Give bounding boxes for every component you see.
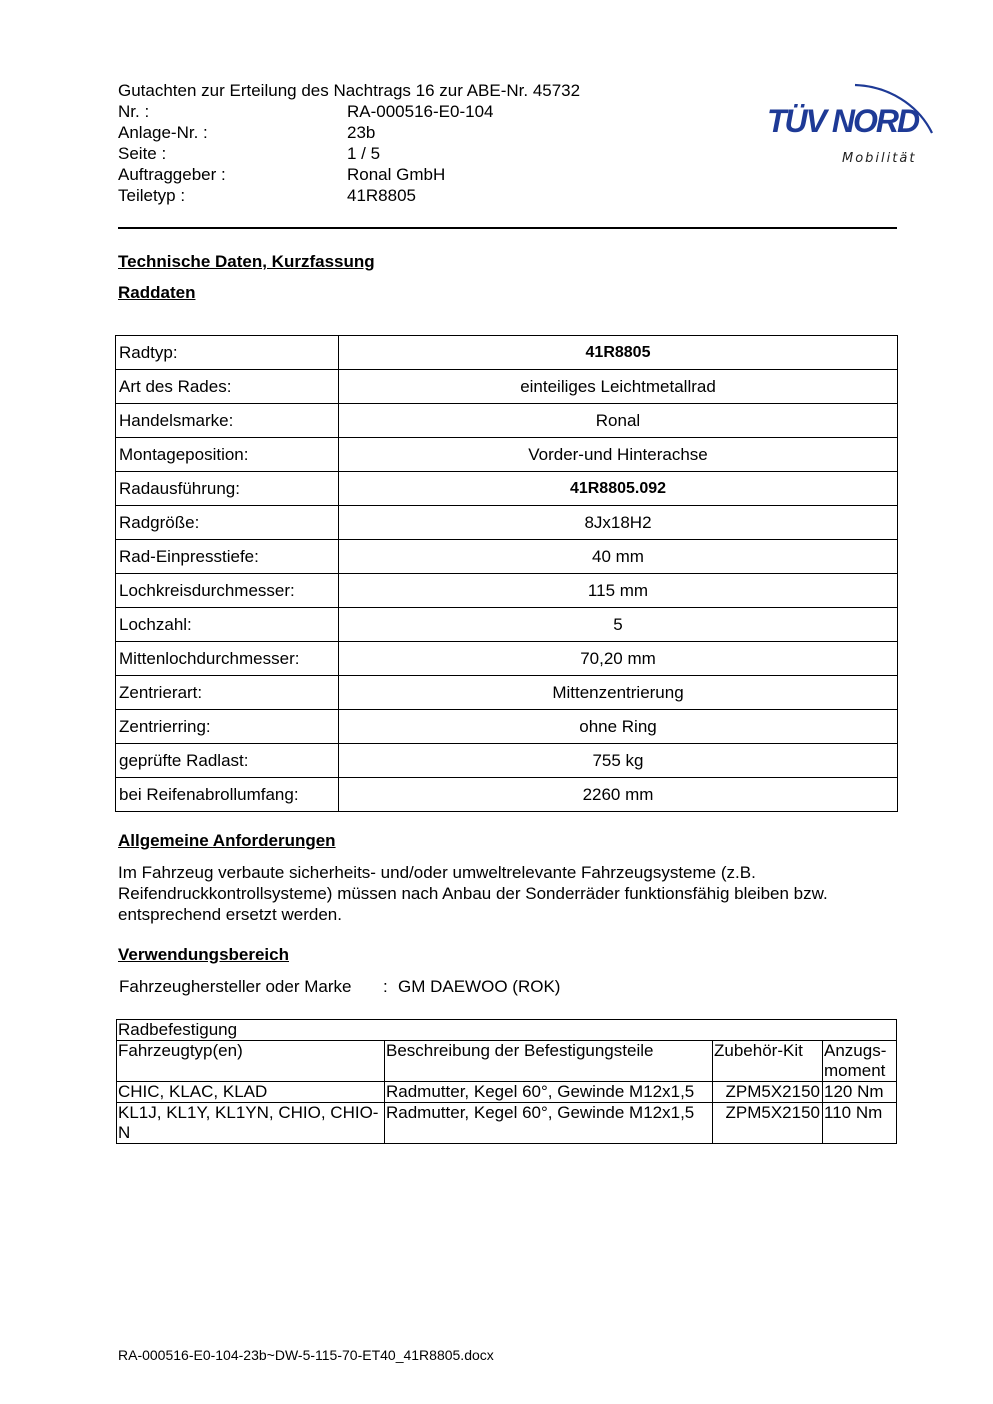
wheel-attribute-label: Radgröße:: [116, 506, 339, 540]
wheel-attribute-label: Mittenlochdurchmesser:: [116, 642, 339, 676]
fixing-header-cell: Zubehör-Kit: [713, 1041, 823, 1082]
table-row: [117, 1103, 897, 1144]
wheel-attribute-value: einteiliges Leichtmetallrad: [339, 370, 898, 404]
header-row-anlage: [118, 122, 580, 143]
wheel-attribute-value: 5: [339, 608, 898, 642]
wheel-attribute-label: Zentrierart:: [116, 676, 339, 710]
header-value: 41R8805: [347, 186, 417, 205]
fixing-kit: ZPM5X2150: [713, 1082, 823, 1103]
wheel-attribute-value: Ronal: [339, 404, 898, 438]
header-row-seite: [118, 143, 580, 164]
table-row: [116, 540, 898, 574]
header-divider: [118, 227, 897, 229]
wheel-attribute-value: 755 kg: [339, 744, 898, 778]
table-row: [116, 404, 898, 438]
header-row-auftraggeber: [118, 164, 580, 185]
table-row: [116, 438, 898, 472]
wheel-attribute-label: Lochkreisdurchmesser:: [116, 574, 339, 608]
footer-filename: RA-000516-E0-104-23b~DW-5-115-70-ET40_41R8805.docx: [118, 1347, 494, 1363]
wheel-attribute-label: Radtyp:: [116, 336, 339, 370]
fixing-kit: ZPM5X2150: [713, 1103, 823, 1144]
fixing-description: Radmutter, Kegel 60°, Gewinde M12x1,5: [385, 1082, 713, 1103]
table-row: [116, 472, 898, 506]
wheel-attribute-label: Zentrierring:: [116, 710, 339, 744]
header-value: RA-000516-E0-104: [347, 102, 494, 121]
table-row: [116, 744, 898, 778]
wheel-attribute-label: Montageposition:: [116, 438, 339, 472]
logo-subtitle: Mobilität: [842, 151, 917, 166]
fixing-vehicle-types: CHIC, KLAC, KLAD: [117, 1082, 385, 1103]
wheel-attribute-value: 41R8805: [339, 336, 898, 370]
logo-brand: TÜV NORD: [767, 103, 919, 139]
fixing-header-cell: Beschreibung der Befestigungsteile: [385, 1041, 713, 1082]
wheel-attribute-label: Rad-Einpresstiefe:: [116, 540, 339, 574]
wheel-attribute-label: Handelsmarke:: [116, 404, 339, 438]
table-row: [116, 574, 898, 608]
document-header: [118, 80, 580, 206]
vehicle-maker-separator: :: [383, 977, 388, 996]
section-heading-general: Allgemeine Anforderungen: [118, 831, 336, 850]
wheel-attribute-label: geprüfte Radlast:: [116, 744, 339, 778]
table-row: [116, 608, 898, 642]
header-label: Teiletyp :: [118, 186, 186, 205]
document-title: Gutachten zur Erteilung des Nachtrags 16 zur ABE-Nr. 45732: [118, 81, 581, 100]
fixing-vehicle-types: KL1J, KL1Y, KL1YN, CHIO, CHIO-N: [117, 1103, 385, 1144]
header-value: 23b: [347, 123, 376, 142]
fixing-caption: Radbefestigung: [117, 1020, 897, 1041]
table-row: [117, 1082, 897, 1103]
header-label: Seite :: [118, 144, 167, 163]
wheel-data-table: [115, 335, 898, 812]
vehicle-maker-value: GM DAEWOO (ROK): [398, 977, 561, 996]
vehicle-maker-label: Fahrzeughersteller oder Marke: [119, 977, 352, 996]
wheel-attribute-value: 2260 mm: [339, 778, 898, 812]
header-label: Auftraggeber :: [118, 165, 226, 184]
table-row: [116, 778, 898, 812]
header-row-nr: [118, 101, 580, 122]
fixing-header-cell: Fahrzeugtyp(en): [117, 1041, 385, 1082]
wheel-attribute-value: ohne Ring: [339, 710, 898, 744]
fixing-header-cell: Anzugs- moment: [823, 1041, 897, 1082]
table-row: [116, 370, 898, 404]
fixing-torque: 120 Nm: [823, 1082, 897, 1103]
header-value: 1 / 5: [347, 144, 381, 163]
wheel-attribute-value: 70,20 mm: [339, 642, 898, 676]
wheel-attribute-value: 40 mm: [339, 540, 898, 574]
section-heading-usage: Verwendungsbereich: [118, 945, 289, 964]
fixing-description: Radmutter, Kegel 60°, Gewinde M12x1,5: [385, 1103, 713, 1144]
table-row: [116, 710, 898, 744]
table-row: [116, 506, 898, 540]
wheel-attribute-value: Mittenzentrierung: [339, 676, 898, 710]
wheel-attribute-value: Vorder-und Hinterachse: [339, 438, 898, 472]
wheel-attribute-value: 115 mm: [339, 574, 898, 608]
section-heading-technical: Technische Daten, Kurzfassung: [118, 252, 375, 271]
general-requirements-text: Im Fahrzeug verbaute sicherheits- und/oder umweltrelevante Fahrzeugsysteme (z.B. Reifendruckkontrollsysteme) müssen nach Anbau der Sonderräder funktionsfähig bleiben bzw. entsprechend ersetzt werden.: [118, 863, 828, 924]
header-label: Anlage-Nr. :: [118, 123, 208, 142]
header-value: Ronal GmbH: [347, 165, 446, 184]
wheel-attribute-label: Art des Rades:: [116, 370, 339, 404]
fixing-header-row: [117, 1041, 897, 1082]
wheel-fixing-table: [116, 1019, 897, 1144]
tuv-nord-logo: [760, 55, 945, 175]
wheel-attribute-label: Radausführung:: [116, 472, 339, 506]
wheel-attribute-label: Lochzahl:: [116, 608, 339, 642]
fixing-torque: 110 Nm: [823, 1103, 897, 1144]
fixing-caption-row: [117, 1020, 897, 1041]
vehicle-maker-row: [119, 977, 560, 997]
wheel-attribute-value: 8Jx18H2: [339, 506, 898, 540]
wheel-attribute-label: bei Reifenabrollumfang:: [116, 778, 339, 812]
table-row: [116, 676, 898, 710]
section-heading-wheel-data: Raddaten: [118, 283, 196, 302]
table-row: [116, 336, 898, 370]
wheel-attribute-value: 41R8805.092: [339, 472, 898, 506]
header-row-teiletyp: [118, 185, 580, 206]
header-label: Nr. :: [118, 102, 150, 121]
table-row: [116, 642, 898, 676]
